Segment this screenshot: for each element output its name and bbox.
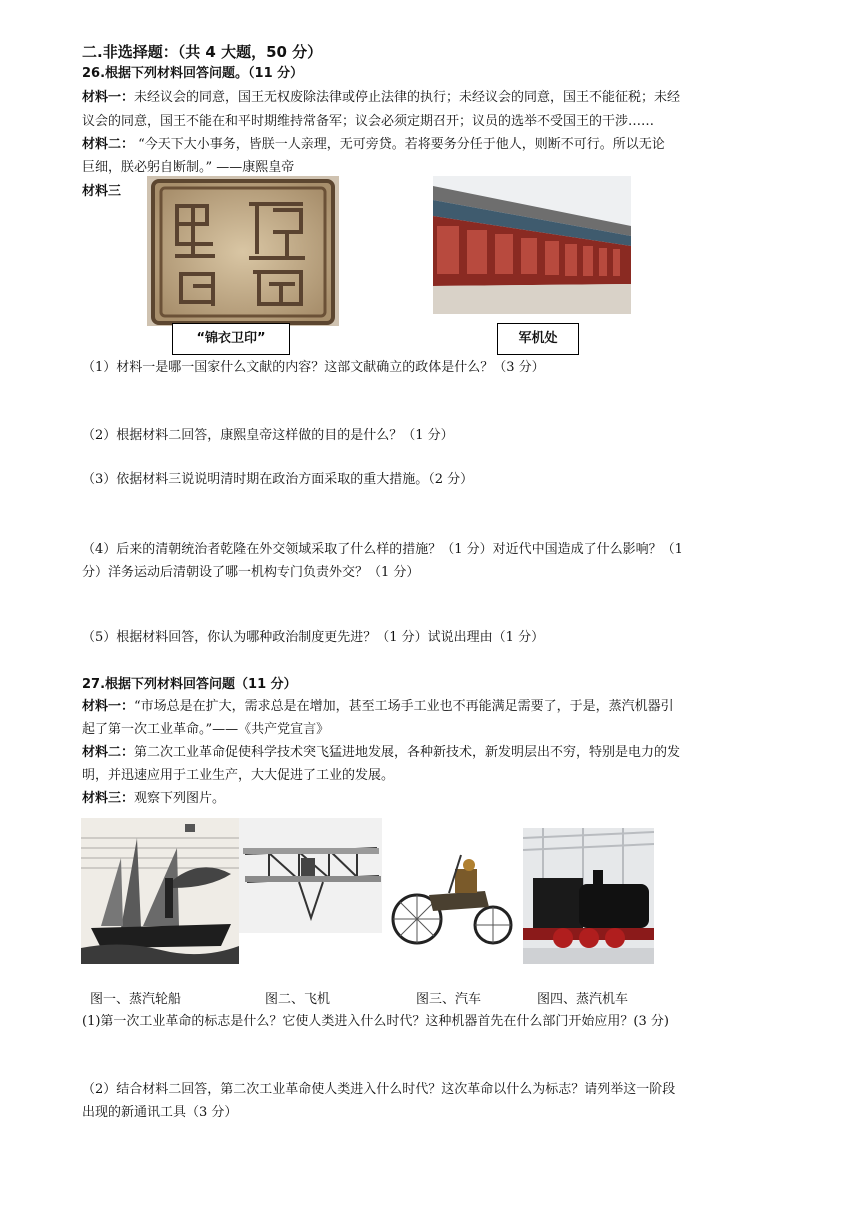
- figure-caption-locomotive: 图四、蒸汽机车: [537, 992, 629, 1007]
- q26-material-1-line-1: [82, 86, 782, 110]
- q27-title: 27.根据下列材料回答问题（11 分）: [82, 677, 297, 692]
- q26-question-1: （1）材料一是哪一国家什么文献的内容？这部文献确立的政体是什么？（3 分）: [82, 360, 545, 375]
- section-title: 二.非选择题：（共 4 大题，50 分）: [82, 43, 323, 61]
- steamship-illustration: [81, 818, 239, 964]
- q26-title: 26.根据下列材料回答问题。（11 分）: [82, 66, 304, 81]
- q26-material-3-label: 材料三: [82, 184, 122, 199]
- steam-locomotive-image: [523, 828, 654, 964]
- airplane-illustration: [239, 818, 382, 933]
- q26-question-3: （3）依据材料三说说明清时期在政治方面采取的重大措施。（2 分）: [82, 472, 474, 487]
- car-image: [389, 835, 515, 955]
- caption-grand-council: 军机处: [497, 323, 579, 355]
- q27-material-3-line: [82, 787, 782, 811]
- airplane-image: [239, 818, 382, 933]
- q26-material-2-label: 材料二：: [82, 137, 135, 152]
- q27-material-1-text-1: “市场总是在扩大，需求总是在增加，甚至工场手工业也不再能满足需要了，于是，蒸汽机器引: [134, 699, 674, 714]
- q27-material-2-line-2: 明，并迅速应用于工业生产，大大促进了工业的发展。: [82, 768, 395, 783]
- q27-material-2-text-1: 第二次工业革命促使科学技术突飞猛进地发展，各种新技术，新发明层出不穷，特别是电力的发: [134, 745, 681, 760]
- grand-council-building-image: [433, 176, 631, 314]
- steamship-image: [81, 818, 239, 964]
- figure-caption-car: 图三、汽车: [416, 992, 482, 1007]
- car-illustration: [389, 835, 515, 955]
- q27-material-3-text: 观察下列图片。: [134, 791, 226, 806]
- q26-material-1-text-1: 未经议会的同意，国王无权废除法律或停止法律的执行；未经议会的同意，国王不能征税；未经: [134, 90, 681, 105]
- q27-question-1: (1)第一次工业革命的标志是什么？它使人类进入什么时代？这种机器首先在什么部门开始应用？(3 分): [82, 1014, 669, 1029]
- seal-illustration: [147, 176, 339, 326]
- q26-material-1-line-2: 议会的同意，国王不能在和平时期维持常备军；议会必须定期召开；议员的选举不受国王的干涉……: [82, 114, 655, 129]
- q26-material-2-line-2: 巨细，朕必躬自断制。” ——康熙皇帝: [82, 160, 295, 175]
- q26-question-2: （2）根据材料二回答，康熙皇帝这样做的目的是什么？（1 分）: [82, 428, 454, 443]
- q26-material-2-line-1: [82, 133, 782, 157]
- q27-material-3-label: 材料三：: [82, 791, 135, 806]
- q26-material-1-label: 材料一：: [82, 90, 135, 105]
- figure-caption-airplane: 图二、飞机: [265, 992, 331, 1007]
- q27-material-1-line-1: [82, 695, 782, 719]
- q27-material-2-label: 材料二：: [82, 745, 135, 760]
- q27-question-2-line-2: 出现的新通讯工具（3 分）: [82, 1105, 238, 1120]
- q26-material-2-text-1: “今天下大小事务，皆朕一人亲理，无可旁贷。若将要务分任于他人，则断不可行。所以无论: [134, 137, 665, 152]
- building-illustration: [433, 176, 631, 314]
- q26-question-5: （5）根据材料回答，你认为哪种政治制度更先进？（1 分）试说出理由（1 分）: [82, 630, 545, 645]
- seal-image: [147, 176, 339, 326]
- q26-question-4-line-2: 分）洋务运动后清朝设了哪一机构专门负责外交？（1 分）: [82, 565, 420, 580]
- q27-question-2-line-1: （2）结合材料二回答，第二次工业革命使人类进入什么时代？这次革命以什么为标志？请列举这一阶段: [82, 1082, 676, 1097]
- figure-caption-steamship: 图一、蒸汽轮船: [90, 992, 182, 1007]
- q26-question-4-line-1: （4）后来的清朝统治者乾隆在外交领域采取了什么样的措施？（1 分）对近代中国造成了什么影响？（1: [82, 542, 683, 557]
- q27-material-1-label: 材料一：: [82, 699, 135, 714]
- locomotive-illustration: [523, 828, 654, 964]
- caption-seal: “锦衣卫印”: [172, 323, 290, 355]
- q27-material-1-line-2: 起了第一次工业革命。”——《共产党宣言》: [82, 722, 330, 737]
- q27-material-2-line-1: [82, 741, 782, 765]
